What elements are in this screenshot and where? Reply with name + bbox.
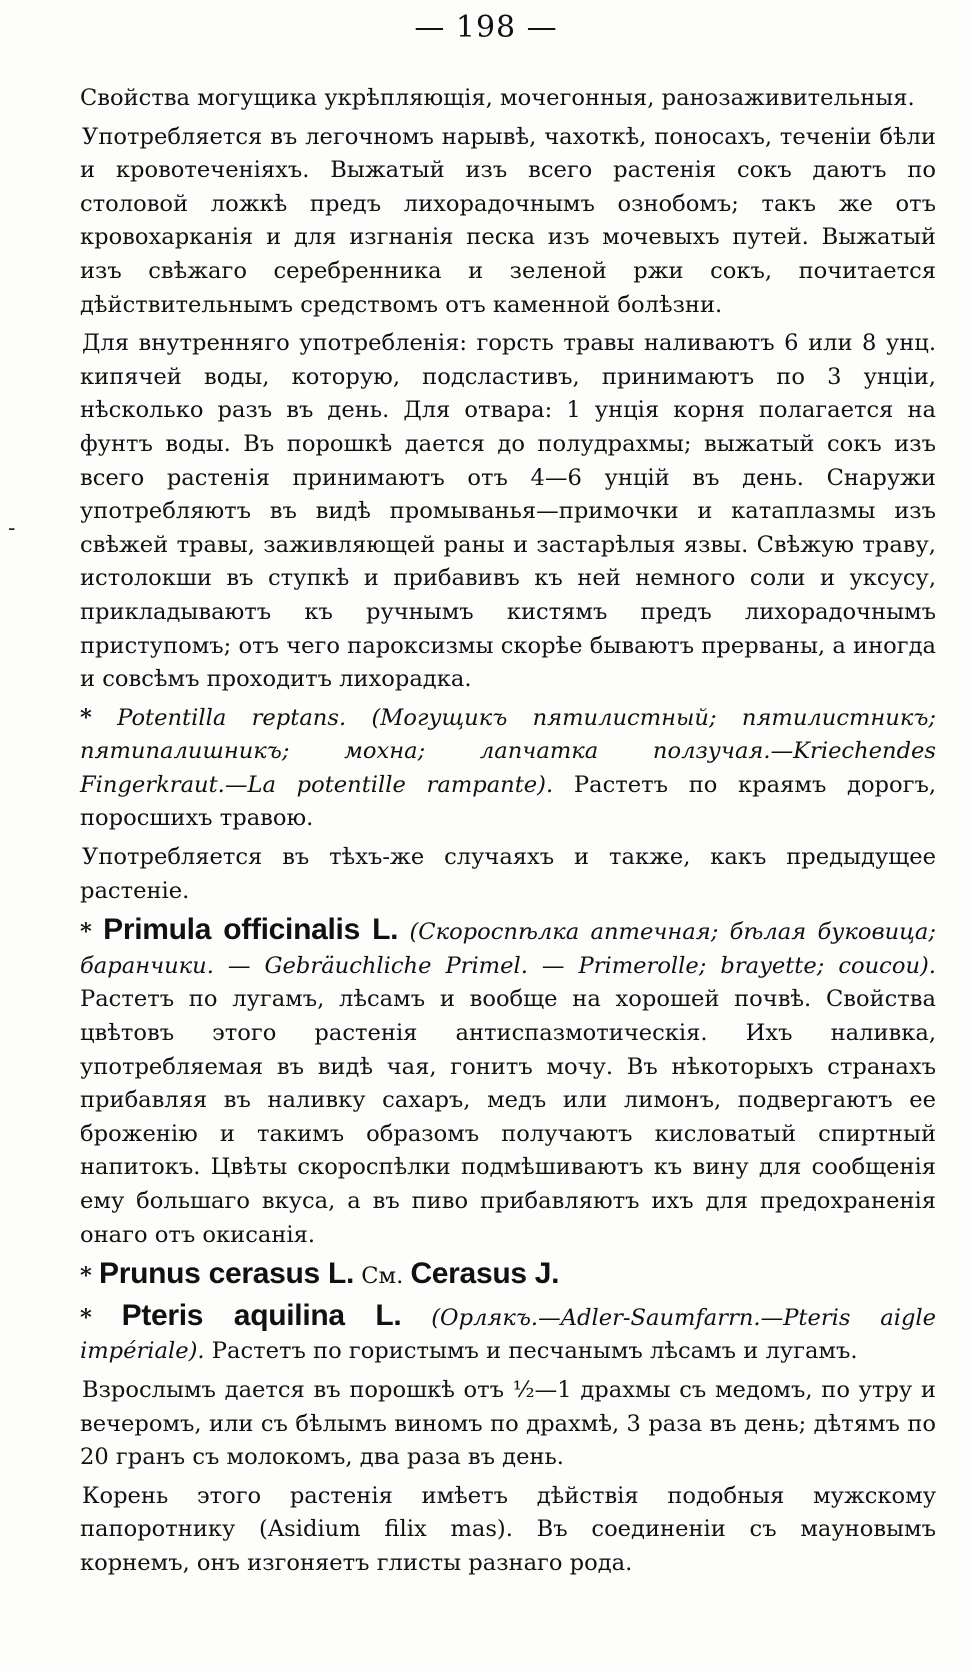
entry-marker: * xyxy=(80,704,92,731)
entry-synonyms: (Скороспѣлка аптечная; бѣлая буковица; баранчики. — Gebräuchliche Primel. — Primerolle; brayette; coucou). xyxy=(80,919,937,979)
paragraph-pteris-dosage: Взрослымъ дается въ порошкѣ отъ ½—1 драхмы съ медомъ, по утру и вечеромъ, или съ бѣлымъ виномъ по драхмѣ, 3 раза въ день; дѣтямъ по 20 гранъ съ молокомъ, два раза въ день. xyxy=(80,1376,936,1471)
entry-synonyms: (Орлякъ.—Adler-Saumfarrn.—Pteris aigle impériale). xyxy=(80,1304,937,1365)
entry-primula-officinalis xyxy=(80,913,936,1252)
entry-headword: Primula officinalis L. xyxy=(103,913,399,947)
paragraph-pteris-root: Корень этого растенія имѣетъ дѣйствія подобныя мужскому папоротнику (Asidium filix mas). Въ соединеніи съ мауновымъ корнемъ, онъ изгоняетъ глисты разнаго рода. xyxy=(80,1482,936,1576)
paragraph-properties: Свойства могущика укрѣпляющія, мочегонныя, ранозаживительныя. xyxy=(80,85,915,111)
entry-prunus-cerasus xyxy=(80,1257,936,1294)
entry-description: Растетъ по лугамъ, лѣсамъ и вообще на хорошей почвѣ. Свойства цвѣтовъ этого растенія антиспазмотическія. Ихъ наливка, употребляемая въ видѣ чая, гонитъ мочу. Въ нѣкоторыхъ странахъ прибавляя въ наливку сахаръ, медъ или лимонъ, подвергаютъ ее броженію и такимъ образомъ получаютъ кисловатый спиртный напитокъ. Цвѣты скороспѣлки подмѣшиваютъ къ вину для сообщенія ему большаго вкуса, а въ пиво прибавляютъ ихъ для предохраненія онаго отъ окисанія. xyxy=(80,986,936,1248)
entry-cross-reference: Cerasus J. xyxy=(410,1257,560,1291)
paragraph-usage-same: Употребляется въ тѣхъ-же случаяхъ и также, какъ предыдущее растеніе. xyxy=(80,844,936,904)
paragraph-usage: Употребляется въ легочномъ нарывѣ, чахоткѣ, поносахъ, теченіи бѣли и кровотеченіяхъ. Выжатый изъ всего растенія сокъ даютъ по столовой ложкѣ предъ лихорадочнымъ ознобомъ; такъ же отъ кровохарканія и для изгнанія песка изъ мочевыхъ путей. Выжатый изъ свѣжаго серебренника и зеленой ржи сокъ, почитается дѣйствительнымъ средствомъ отъ каменной болѣзни. xyxy=(80,123,936,318)
entry-pteris-aquilina xyxy=(80,1299,936,1369)
body-text xyxy=(80,82,936,1586)
margin-mark: - xyxy=(8,516,16,541)
entry-latin-names: Potentilla reptans. (Могущикъ пятилистный; пятилистникъ; пятипалишникъ; мохна; лапчатка ползучая.—Kriechendes Fingerkraut.—La potentille rampante). xyxy=(80,704,936,798)
entry-marker: * xyxy=(80,1263,92,1290)
entry-see-label: См. xyxy=(361,1263,404,1290)
entry-potentilla-reptans xyxy=(80,702,936,836)
entry-description: Растетъ по гористымъ и песчанымъ лѣсамъ и лугамъ. xyxy=(211,1338,858,1365)
page-number: — 198 — xyxy=(414,10,558,45)
entry-marker: * xyxy=(80,919,92,946)
entry-description: Растетъ по краямъ дорогъ, поросшихъ травою. xyxy=(80,771,937,832)
paragraph-dosage: Для внутренняго употребленія: горсть травы наливаютъ 6 или 8 унц. кипячей воды, которую, подсластивъ, принимаютъ по 3 унціи, нѣсколько разъ въ день. Для отвара: 1 унція корня полагается на фунтъ воды. Въ порошкѣ дается до полудрахмы; выжатый сокъ изъ всего растенія принимаютъ отъ 4—6 унцій въ день. Снаружи употребляютъ въ видѣ промыванья—примочки и катаплазмы изъ свѣжей травы, заживляющей раны и застарѣлыя язвы. Свѣжую траву, истолокши въ ступкѣ и прибавивъ къ ней немного соли и уксусу, прикладываютъ къ ручнымъ кистямъ предъ лихорадочнымъ приступомъ; отъ чего пароксизмы скорѣе бываютъ прерваны, а иногда и совсѣмъ проходитъ лихорадка. xyxy=(80,330,936,693)
entry-headword: Pteris aquilina L. xyxy=(121,1298,402,1332)
entry-headword: Prunus cerasus L. xyxy=(99,1257,355,1291)
entry-marker: * xyxy=(80,1304,92,1331)
